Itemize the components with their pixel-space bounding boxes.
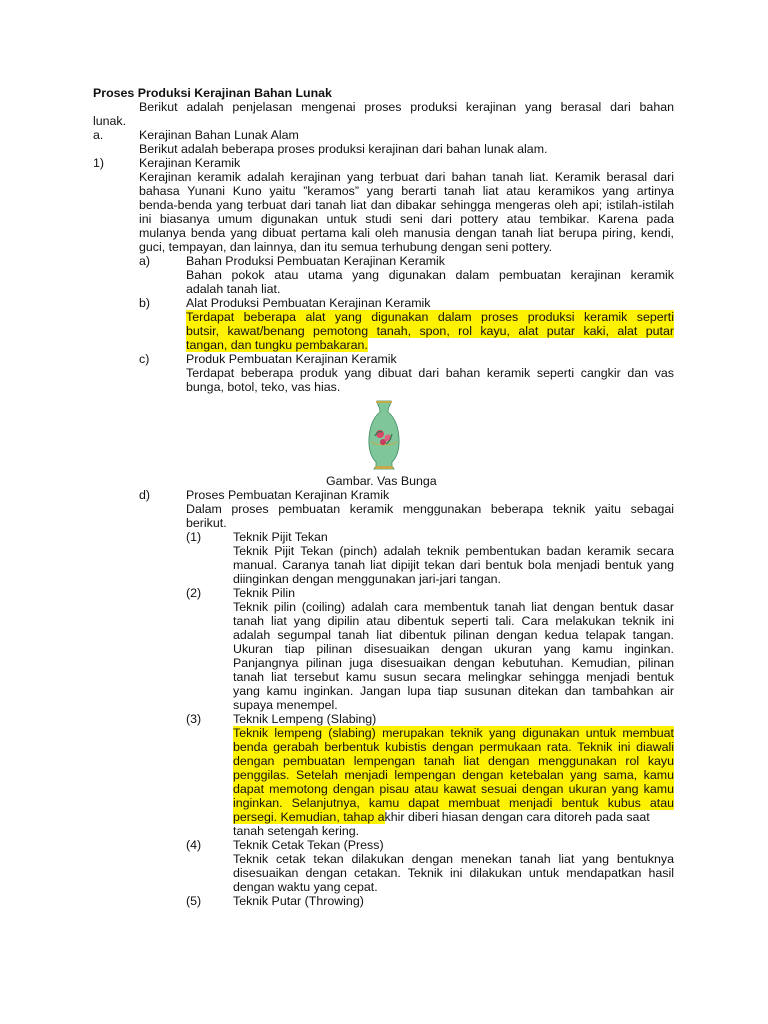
technique-2-text-line: Panjangnya pilinan juga disesuaikan dengan kebutuhan. Kemudian, pilinan <box>233 656 674 670</box>
technique-5-number: (5) <box>186 894 202 908</box>
technique-3-highlighted-line: penggilas. Setelah menjadi lempengan dengan ketebalan yang sama, kamu <box>233 768 674 782</box>
sub-a-title: Bahan Produksi Pembuatan Kerajinan Keramik <box>186 254 445 268</box>
technique-1-title: Teknik Pijit Tekan <box>233 530 328 544</box>
sub-a-text-line: Bahan pokok atau utama yang digunakan dalam pembuatan kerajinan keramik <box>186 268 674 282</box>
technique-5-title: Teknik Putar (Throwing) <box>233 894 364 908</box>
item-1-title: Kerajinan Keramik <box>139 156 241 170</box>
technique-1-text-line: diinginkan dengan menggunakan jari-jari tangan. <box>233 572 501 586</box>
technique-3-highlighted-line: inginkan. Selanjutnya, kamu dapat membuat menjadi bentuk kubus atau <box>233 796 674 810</box>
technique-2-text-line: Teknik pilin (coiling) adalah cara membentuk tanah liat dengan bentuk dasar <box>233 600 674 614</box>
item-1-text-line: Kerajinan keramik adalah kerajinan yang terbuat dari bahan tanah liat. Keramik berasal dari <box>139 170 674 184</box>
technique-2-text-line: supaya menempel. <box>233 698 338 712</box>
technique-1-text-line: manual. Caranya tanah liat dipijit tekan dari bentuk bola menjadi bentuk yang <box>233 558 674 572</box>
section-a-title: Kerajinan Bahan Lunak Alam <box>139 128 299 142</box>
sub-c-number: c) <box>139 352 150 366</box>
sub-c-title: Produk Pembuatan Kerajinan Keramik <box>186 352 397 366</box>
sub-a-number: a) <box>139 254 151 268</box>
sub-a-text-line: adalah tanah liat. <box>186 282 281 296</box>
technique-2-text-line: tanah liat tersebut kamu susun secara melingkar sehingga menjadi bentuk <box>233 670 674 684</box>
technique-2-number: (2) <box>186 586 202 600</box>
sub-b-highlighted-line: butsir, kawat/benang pemotong tanah, spon, rol kayu, alat putar kaki, alat putar <box>186 324 674 338</box>
technique-2-text-line: adalah segumpal tanah liat dibentuk pilinan dengan kedua telapak tangan. <box>233 628 674 642</box>
technique-2-title: Teknik Pilin <box>233 586 295 600</box>
highlight-span: persegi. Kemudian, tahap a <box>233 810 385 824</box>
item-1-text-line: benda-benda yang terbuat dari tanah liat dan dibakar sehingga mengeras oleh api; istilah-istilah <box>139 198 674 212</box>
item-1-number: 1) <box>93 156 105 170</box>
item-1-text-line: bahasa Yunani Kuno yaitu ”keramos” yang berarti tanah liat atau keramikos yang artinya <box>139 184 674 198</box>
sub-c-text-line: bunga, botol, teko, vas hias. <box>186 380 341 394</box>
image-caption: Gambar. Vas Bunga <box>326 474 437 488</box>
plain-span: khir diberi hiasan dengan cara ditoreh pada saat <box>384 810 650 824</box>
intro-line-1: Berikut adalah penjelasan mengenai proses produksi kerajinan yang berasal dari bahan <box>139 100 674 114</box>
technique-4-number: (4) <box>186 838 202 852</box>
sub-b-title: Alat Produksi Pembuatan Kerajinan Keramik <box>186 296 431 310</box>
technique-3-title: Teknik Lempeng (Slabing) <box>233 712 377 726</box>
technique-3-text-line: tanah setengah kering. <box>233 824 360 838</box>
document-title: Proses Produksi Kerajinan Bahan Lunak <box>93 86 332 100</box>
technique-2-text-line: tanah liat yang dipilin atau dibentuk seperti tali. Cara melakukan teknik ini <box>233 614 674 628</box>
sub-b-highlighted-line <box>186 338 368 352</box>
technique-3-number: (3) <box>186 712 202 726</box>
section-a-desc: Berikut adalah beberapa proses produksi kerajinan dari bahan lunak alam. <box>139 142 548 156</box>
highlight-span: tangan, dan tungku pembakaran. <box>186 338 368 352</box>
sub-d-title: Proses Pembuatan Kerajinan Kramik <box>186 488 390 502</box>
sub-d-text-line: Dalam proses pembuatan keramik menggunakan beberapa teknik yaitu sebagai <box>186 502 674 516</box>
item-1-text-line: mulanya benda yang dibuat pertama kali oleh manusia dengan tanah liat berupa piring, kendi, <box>139 226 674 240</box>
sub-d-number: d) <box>139 488 151 502</box>
technique-3-highlighted-line: dapat memotong dengan pisau atau kawat sesuai dengan ukuran yang kamu <box>233 782 674 796</box>
technique-3-highlighted-line: dengan pembuatan lempengan tanah liat dengan menggunakan rol kayu <box>233 754 674 768</box>
section-a-number: a. <box>93 128 104 142</box>
technique-4-text-line: dengan waktu yang cepat. <box>233 880 378 894</box>
item-1-text-line: ini biasanya umum digunakan untuk studi seni dari pottery atau tembikar. Karena pada <box>139 212 674 226</box>
technique-2-text-line: Ukuran tiap pilinan disesuaikan dengan ukuran yang kamu inginkan. <box>233 642 674 656</box>
sub-b-highlighted-line: Terdapat beberapa alat yang digunakan dalam proses produksi keramik seperti <box>186 310 674 324</box>
technique-1-number: (1) <box>186 530 202 544</box>
sub-b-number: b) <box>139 296 151 310</box>
technique-4-title: Teknik Cetak Tekan (Press) <box>233 838 384 852</box>
vase-image <box>364 398 404 472</box>
technique-1-text-line: Teknik Pijit Tekan (pinch) adalah teknik pembentukan badan keramik secara <box>233 544 674 558</box>
sub-d-text-line: berikut. <box>186 516 227 530</box>
item-1-text-line: guci, tempayan, dan lainnya, dan itu semua terhubung dengan seni pottery. <box>139 240 553 254</box>
technique-4-text-line: Teknik cetak tekan dilakukan dengan menekan tanah liat yang bentuknya <box>233 852 674 866</box>
technique-2-text-line: yang kamu inginkan. Jangan lupa tiap susunan ditekan dan tambahkan air <box>233 684 674 698</box>
technique-3-highlighted-line: benda gerabah berbentuk kubistis dengan permukaan rata. Teknik ini diawali <box>233 740 674 754</box>
technique-3-highlighted-line: Teknik lempeng (slabing) merupakan teknik yang digunakan untuk membuat <box>233 726 674 740</box>
technique-4-text-line: disesuaikan dengan cetakan. Teknik ini dilakukan untuk mendapatkan hasil <box>233 866 674 880</box>
intro-line-2: lunak. <box>93 114 127 128</box>
technique-3-mixed-line <box>233 810 674 824</box>
sub-c-text-line: Terdapat beberapa produk yang dibuat dari bahan keramik seperti cangkir dan vas <box>186 366 674 380</box>
